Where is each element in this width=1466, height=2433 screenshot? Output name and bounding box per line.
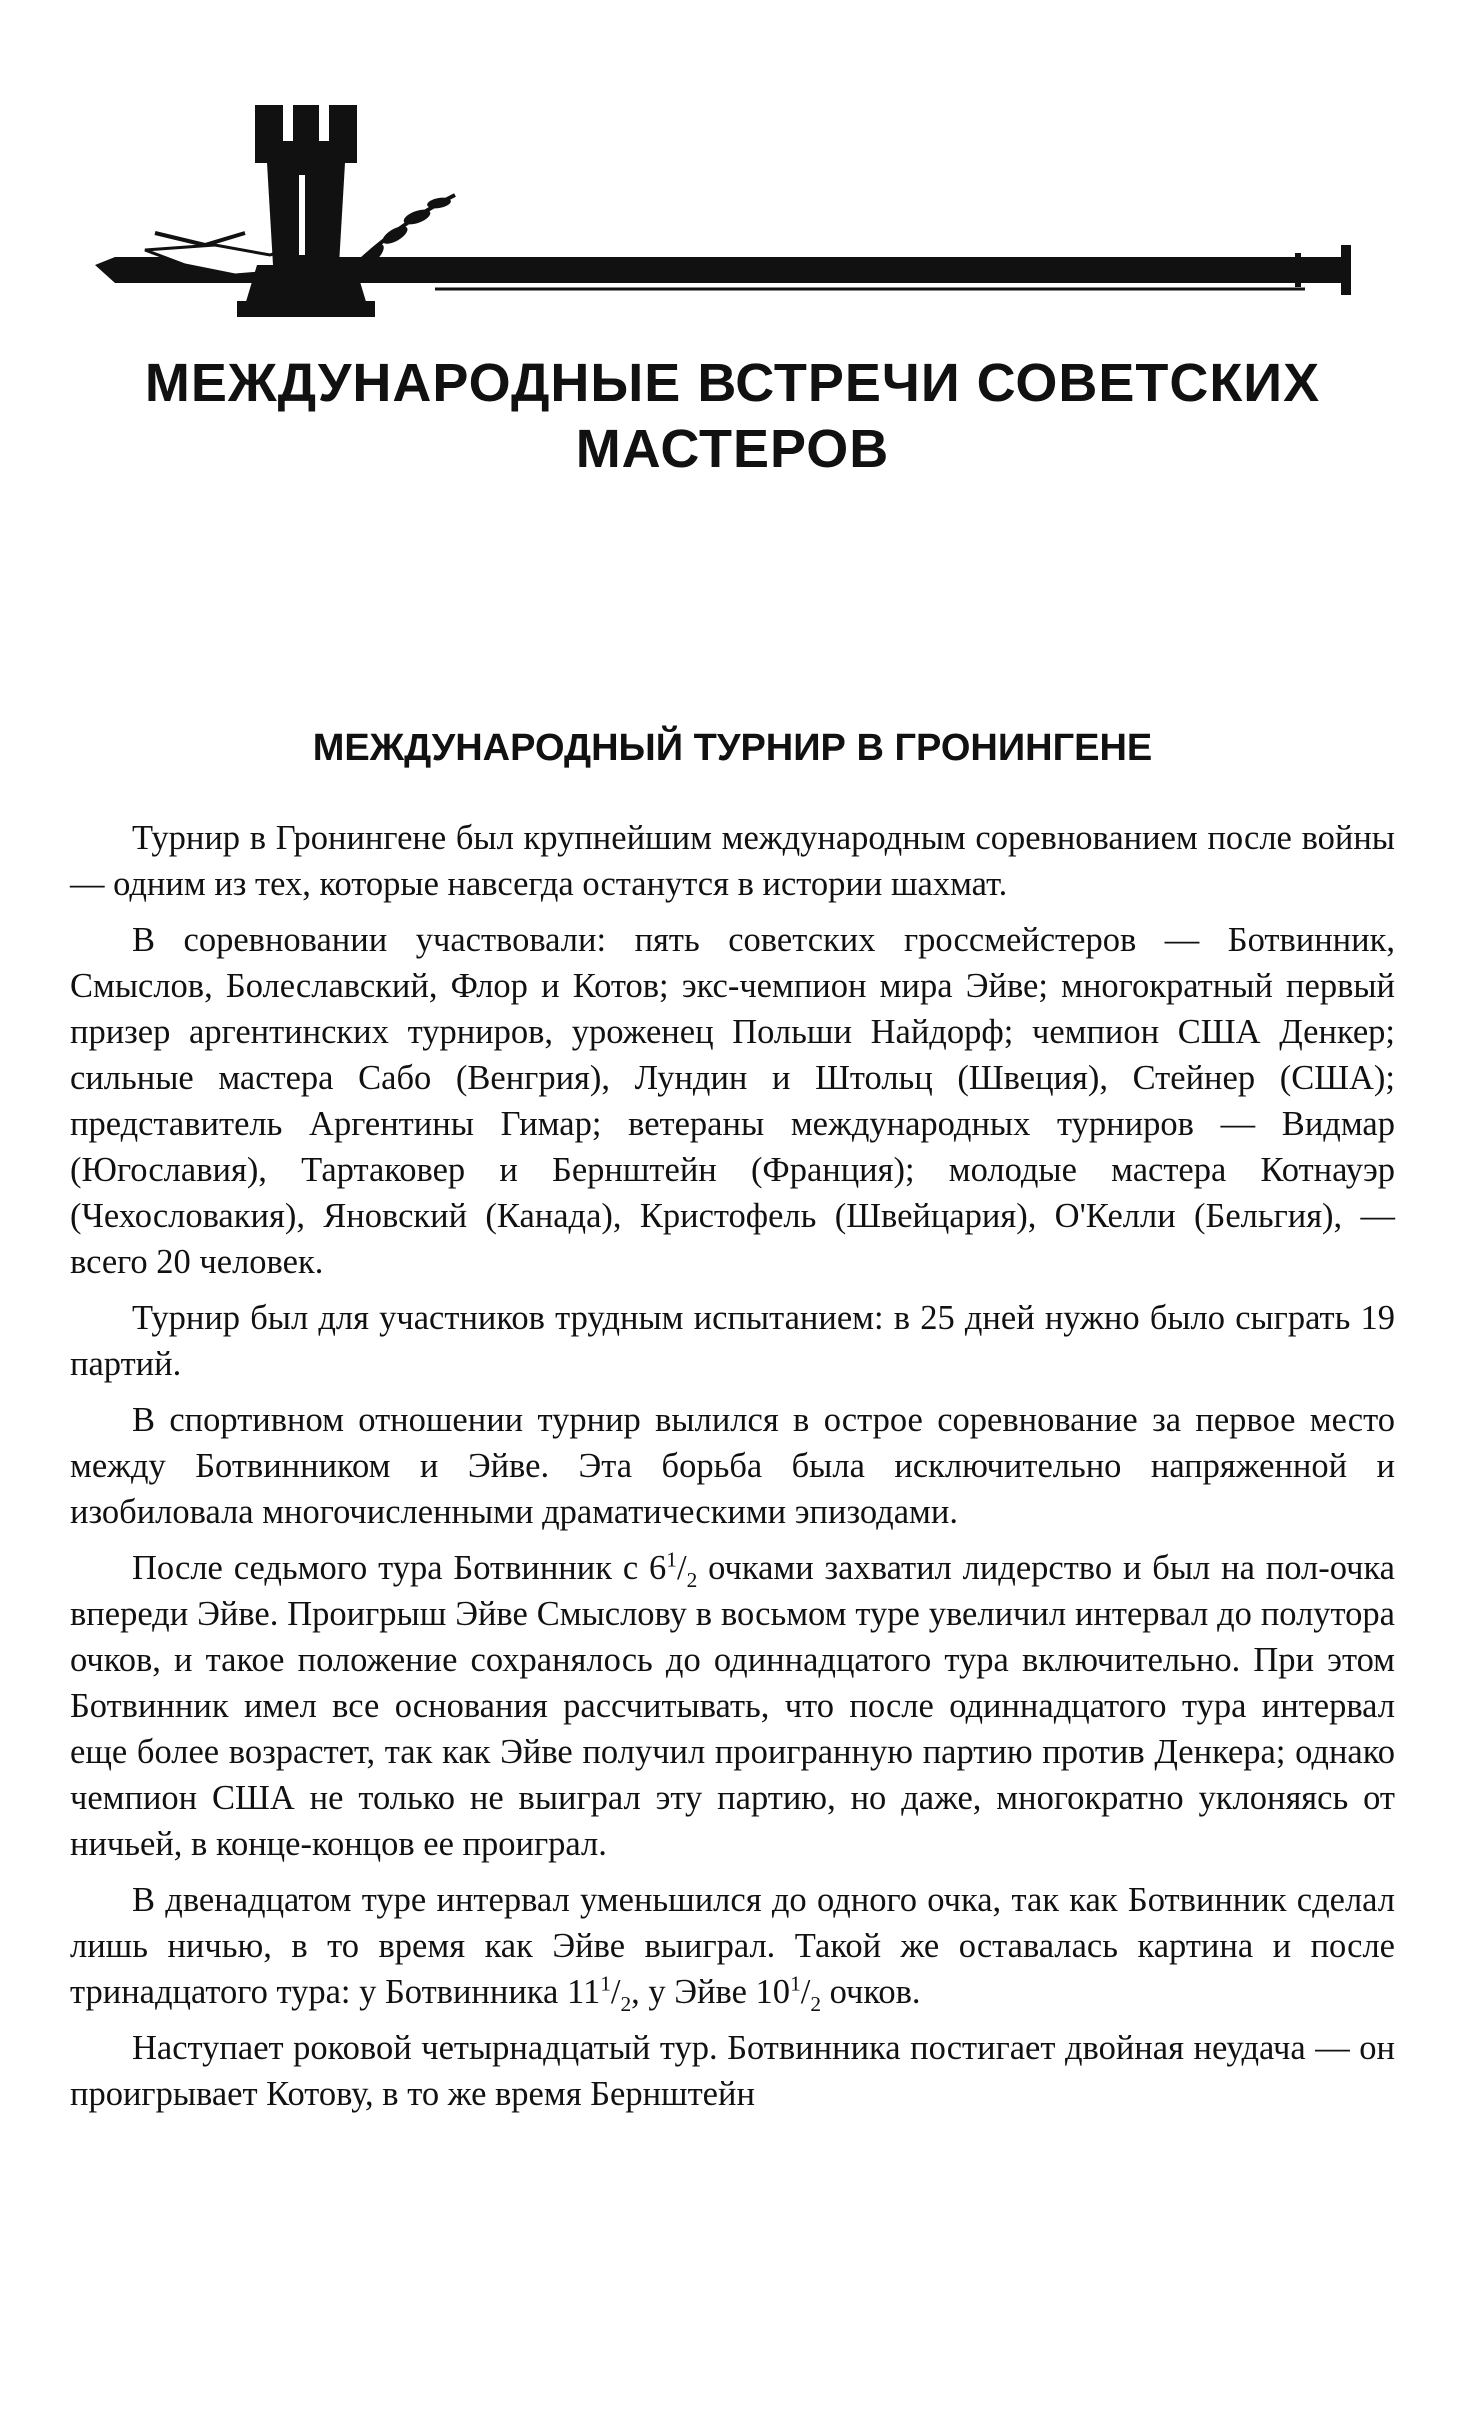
paragraph-6-text-b: , у Эйве 10 — [631, 1973, 791, 2011]
paragraph-5 — [70, 1545, 1395, 1867]
fraction-slash: / — [800, 1973, 811, 2011]
paragraph-6-text-a: В двенадцатом туре интервал уменьшился до одного очка, так как Ботвинник сделал лишь ничью, в то время как Эйве выиграл. Такой же оставалась картина и после тринадцатого тура: у Ботвинника 11 — [70, 1881, 1395, 2011]
fraction-numerator: 1 — [666, 1547, 677, 1572]
paragraph-3: Турнир был для участников трудным испытанием: в 25 дней нужно было сыграть 19 партий. — [70, 1299, 1395, 1383]
paragraph-6 — [70, 1877, 1395, 2015]
section-title: МЕЖДУНАРОДНЫЙ ТУРНИР В ГРОНИНГЕНЕ — [312, 727, 1153, 769]
fraction-denominator: 2 — [620, 1991, 632, 2016]
chapter-title-line-1: МЕЖДУНАРОДНЫЕ ВСТРЕЧИ СОВЕТСКИХ — [144, 353, 1321, 413]
paragraph-6-text-c: очков. — [821, 1973, 921, 2011]
paragraph-4: В спортивном отношении турнир вылился в острое соревнование за первое место между Ботвинником и Эйве. Эта борьба была исключительно напряженной и изобиловала многочисленными драматическими эпизодами. — [70, 1401, 1395, 1531]
fraction-numerator: 1 — [790, 1971, 801, 1996]
paragraph-1: Турнир в Гронингене был крупнейшим международным соревнованием после войны — одним из тех, которые навсегда останутся в истории шахмат. — [70, 819, 1395, 903]
fraction-numerator: 1 — [600, 1971, 611, 1996]
paragraph-7: Наступает роковой четырнадцатый тур. Ботвинника постигает двойная неудача — он проигрывает Котову, в то же время Бернштейн — [70, 2029, 1395, 2113]
paragraph-2: В соревновании участвовали: пять советских гроссмейстеров — Ботвинник, Смыслов, Болеславский, Флор и Котов; экс-чемпион мира Эйве; многократный первый призер аргентинских турниров, уроженец Польши Найдорф; чемпион США Денкер; сильные мастера Сабо (Венгрия), Лундин и Штольц (Швеция), Стейнер (США); представитель Аргентины Гимар; ветераны международных турниров — Видмар (Югославия), Тартаковер и Бернштейн (Франция); молодые мастера Котнауэр (Чехословакия), Яновский (Канада), Кристофель (Швейцария), О'Келли (Бельгия), — всего 20 человек. — [70, 921, 1395, 1281]
fraction-denominator: 2 — [686, 1567, 698, 1592]
chapter-title — [100, 350, 1365, 482]
paragraph-5-text-a: После седьмого тура Ботвинник с 6 — [132, 1549, 667, 1587]
article-body — [70, 815, 1395, 2127]
fraction-denominator: 2 — [810, 1991, 822, 2016]
fraction-slash: / — [676, 1549, 687, 1587]
rook-with-laurel-and-ribbon-icon — [95, 105, 1360, 345]
chapter-title-line-2: МАСТЕРОВ — [575, 419, 890, 479]
fraction-slash: / — [610, 1973, 621, 2011]
paragraph-5-text-b: очками захватил лидерство и был на пол-очка впереди Эйве. Проигрыш Эйве Смыслову в восьмом туре увеличил интервал до полутора очков, и такое положение сохранялось до одиннадцатого тура включительно. При этом Ботвинник имел все основания рассчитывать, что после одиннадцатого тура интервал еще более возрастет, так как Эйве получил проигранную партию против Денкера; однако чемпион США не только не выиграл эту партию, но даже, многократно уклоняясь от ничьей, в конце-концов ее проиграл. — [70, 1549, 1395, 1863]
